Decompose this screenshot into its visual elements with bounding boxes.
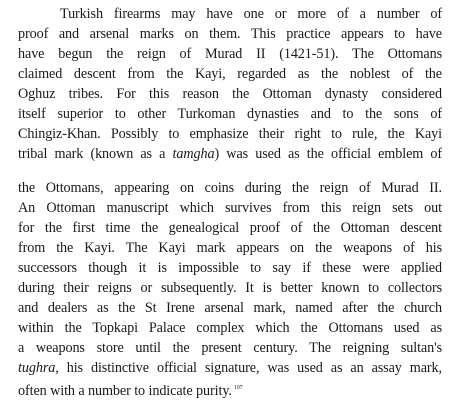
text-line: the Ottomans, appearing on coins during the reign of Murad II. <box>18 180 442 196</box>
text-line: have begun the reign of Murad II (1421-51). The Ottomans <box>18 46 442 62</box>
italic-term: tamgha <box>172 146 215 162</box>
text-line: during their reigns or subsequently. It is better known to collectors <box>18 280 442 296</box>
text-line: for the first time the genealogical proof of the Ottoman descent <box>18 220 442 236</box>
text-line: claimed descent from the Kayi, regarded as the noblest of the <box>18 66 442 82</box>
text-line: within the Topkapi Palace complex which the Ottomans used as <box>18 320 442 336</box>
text-line: successors though it is impossible to say if these were applied <box>18 260 442 276</box>
text-line: Turkish firearms may have one or more of a number of <box>60 6 442 22</box>
last-text-line <box>18 378 442 398</box>
text-line: from the Kayi. The Kayi mark appears on the weapons of his <box>18 240 442 256</box>
text-line: proof and arsenal marks on them. This practice appears to have <box>18 26 442 42</box>
text-line: often with a number to indicate purity. <box>18 383 232 398</box>
text-line: Chingiz-Khan. Possibly to emphasize their right to rule, the Kayi <box>18 126 442 142</box>
text-line: a weapons store until the present century. The reigning sultan's <box>18 340 442 356</box>
text-line: itself superior to other Turkoman dynasties and to the sons of <box>18 106 442 122</box>
text-line: Oghuz tribes. For this reason the Ottoman dynasty considered <box>18 86 442 102</box>
text-line: and dealers as the St Irene arsenal mark, named after the church <box>18 300 442 316</box>
text-line: tughra, his distinctive official signature, was used as an assay mark, <box>18 360 442 376</box>
text-line: tribal mark (known as a tamgha) was used as the official emblem of <box>18 146 442 162</box>
footnote-marker[interactable]: 107 <box>233 385 243 391</box>
text-line: An Ottoman manuscript which survives from this reign sets out <box>18 200 442 216</box>
italic-term: tughra <box>18 360 56 376</box>
